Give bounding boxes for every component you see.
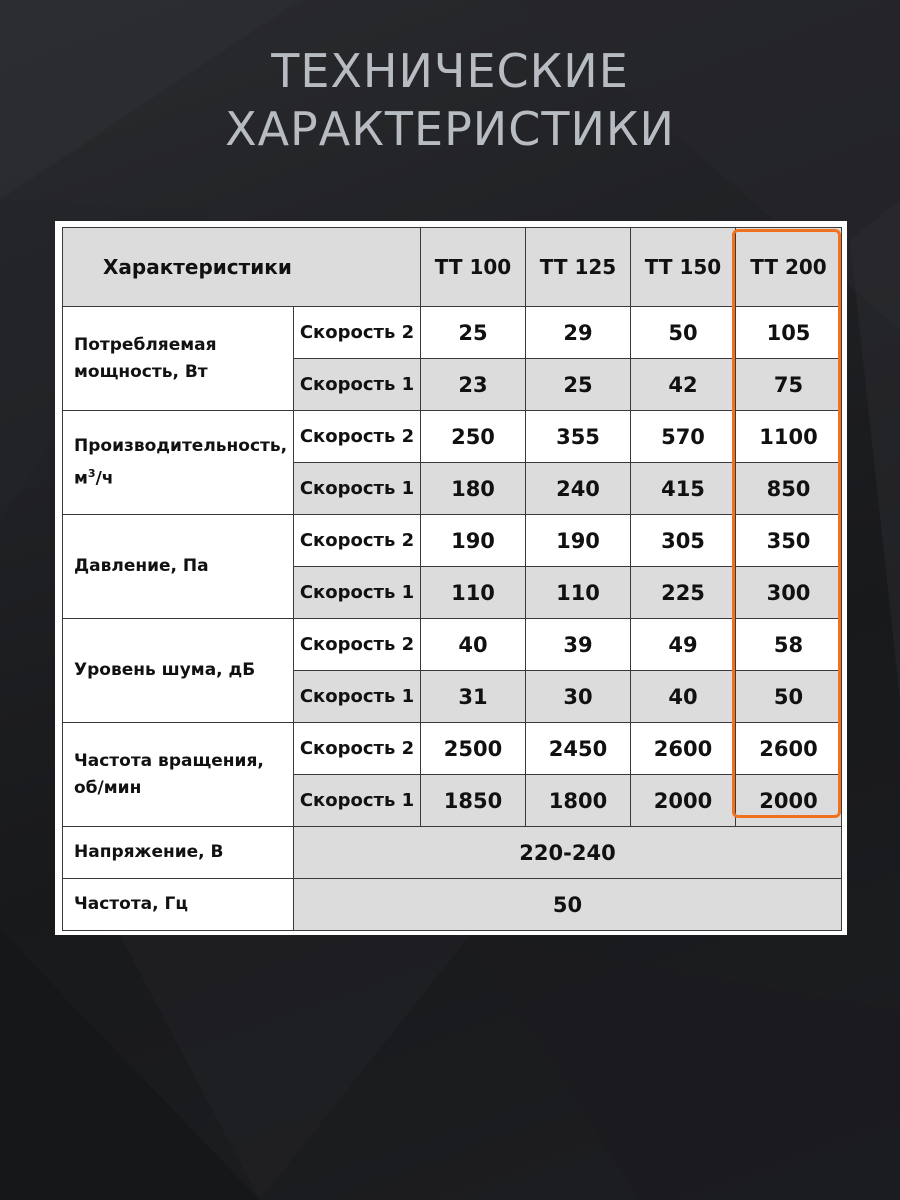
value-cell: 1100 (736, 411, 842, 463)
speed-label: Скорость 1 (294, 463, 421, 515)
page-title (0, 42, 900, 158)
table-row (63, 723, 842, 775)
value-cell: 25 (526, 359, 631, 411)
voltage-value: 220-240 (294, 827, 842, 879)
speed-label: Скорость 2 (294, 307, 421, 359)
model-header: TT 200 (736, 228, 842, 307)
value-cell: 105 (736, 307, 842, 359)
speed-label: Скорость 2 (294, 619, 421, 671)
speed-label: Скорость 2 (294, 411, 421, 463)
value-cell: 50 (736, 671, 842, 723)
param-label-rpm: Частота вращения, об/мин (63, 723, 294, 827)
speed-label: Скорость 2 (294, 515, 421, 567)
param-tail: /ч (95, 468, 114, 489)
header-label: Характеристики (63, 228, 421, 307)
value-cell: 300 (736, 567, 842, 619)
table-row (63, 619, 842, 671)
value-cell: 570 (631, 411, 736, 463)
value-cell: 23 (421, 359, 526, 411)
value-cell: 850 (736, 463, 842, 515)
value-cell: 110 (526, 567, 631, 619)
speed-label: Скорость 1 (294, 671, 421, 723)
value-cell: 75 (736, 359, 842, 411)
param-sup: 3 (87, 466, 96, 480)
param-unit: м (74, 468, 88, 489)
table-row (63, 879, 842, 931)
model-header: TT 125 (526, 228, 631, 307)
value-cell: 250 (421, 411, 526, 463)
value-cell: 110 (421, 567, 526, 619)
value-cell: 1850 (421, 775, 526, 827)
param-label-pressure: Давление, Па (63, 515, 294, 619)
value-cell: 190 (421, 515, 526, 567)
value-cell: 31 (421, 671, 526, 723)
value-cell: 2500 (421, 723, 526, 775)
value-cell: 40 (631, 671, 736, 723)
param-label-power: Потребляемая мощность, Вт (63, 307, 294, 411)
value-cell: 350 (736, 515, 842, 567)
value-cell: 40 (421, 619, 526, 671)
speed-label: Скорость 1 (294, 359, 421, 411)
highlight-frame-tt-200 (732, 229, 841, 818)
param-label-airflow (63, 411, 294, 515)
table-row (63, 307, 842, 359)
speed-label: Скорость 2 (294, 723, 421, 775)
table-header-row (63, 228, 842, 307)
value-cell: 240 (526, 463, 631, 515)
model-header: TT 100 (421, 228, 526, 307)
param-label-noise: Уровень шума, дБ (63, 619, 294, 723)
value-cell: 29 (526, 307, 631, 359)
speed-label: Скорость 1 (294, 775, 421, 827)
value-cell: 2600 (736, 723, 842, 775)
value-cell: 190 (526, 515, 631, 567)
value-cell: 305 (631, 515, 736, 567)
value-cell: 355 (526, 411, 631, 463)
value-cell: 25 (421, 307, 526, 359)
specs-table (62, 227, 842, 931)
model-header: TT 150 (631, 228, 736, 307)
table-row (63, 515, 842, 567)
param-main: Производительность, (74, 435, 288, 456)
value-cell: 2000 (736, 775, 842, 827)
param-label-voltage: Напряжение, В (63, 827, 294, 879)
value-cell: 1800 (526, 775, 631, 827)
title-line-1: ТЕХНИЧЕСКИЕ (271, 44, 629, 98)
value-cell: 39 (526, 619, 631, 671)
frequency-value: 50 (294, 879, 842, 931)
param-label-frequency: Частота, Гц (63, 879, 294, 931)
value-cell: 180 (421, 463, 526, 515)
value-cell: 58 (736, 619, 842, 671)
value-cell: 30 (526, 671, 631, 723)
value-cell: 2600 (631, 723, 736, 775)
title-line-2: ХАРАКТЕРИСТИКИ (225, 102, 675, 156)
table-row (63, 411, 842, 463)
value-cell: 50 (631, 307, 736, 359)
value-cell: 225 (631, 567, 736, 619)
value-cell: 415 (631, 463, 736, 515)
value-cell: 2450 (526, 723, 631, 775)
value-cell: 49 (631, 619, 736, 671)
value-cell: 42 (631, 359, 736, 411)
value-cell: 2000 (631, 775, 736, 827)
speed-label: Скорость 1 (294, 567, 421, 619)
table-row (63, 827, 842, 879)
